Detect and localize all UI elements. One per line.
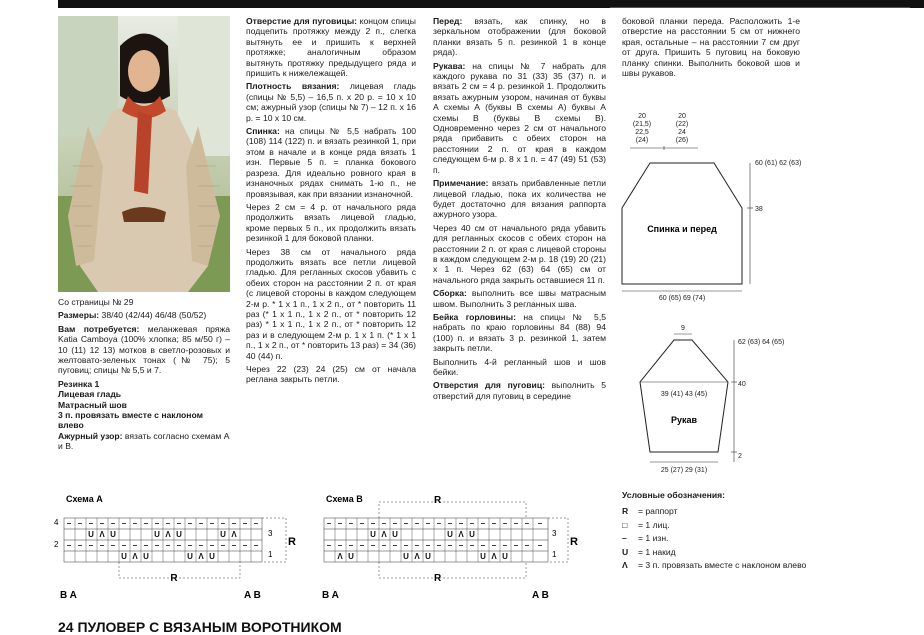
footer-strip: [58, 619, 924, 635]
svg-text:–: –: [337, 541, 343, 550]
body-top-a: 20: [638, 113, 646, 120]
svg-text:–: –: [77, 519, 83, 528]
sleeves-text: на спицы № 7 набрать для каждого рукава по 31 (33) 35 (37) п. и вязать 2 см = 4 р. резинкой 1. Продолжить вязать ажурным узором, начиная от буквы А схемы А (буквы В схемы А) буквы А схемы В (буквы В схемы В). Одновременно через 2 см от начального ряда прибавить с обеих сторон на расстоянии 2 п. от края в каждом следующем 6-м р. 8 х 1 п. = 47 (49) 51 (53) п.: [433, 60, 606, 175]
svg-text:–: –: [337, 519, 343, 528]
svg-text:–: –: [187, 541, 193, 550]
svg-text:–: –: [348, 541, 354, 550]
svg-text:–: –: [447, 519, 453, 528]
svg-text:–: –: [359, 541, 365, 550]
sleeve-bottom: 25 (27) 29 (31): [660, 467, 708, 474]
svg-text:–: –: [66, 519, 72, 528]
legend-item: [622, 533, 812, 543]
svg-text:–: –: [414, 519, 420, 528]
svg-text:–: –: [165, 519, 171, 528]
svg-text:–: –: [253, 519, 259, 528]
svg-text:–: –: [242, 541, 248, 550]
schema-a-edge-right: A B: [244, 590, 261, 601]
svg-text:–: –: [348, 519, 354, 528]
schema-b-edge-left: B A: [322, 590, 339, 601]
svg-text:U: U: [187, 552, 193, 561]
svg-text:U: U: [392, 530, 398, 539]
svg-text:–: –: [66, 541, 72, 550]
svg-text:–: –: [143, 541, 149, 550]
body-height: 60 (61) 62 (63): [755, 160, 802, 167]
svg-text:–: –: [513, 541, 519, 550]
svg-text:U: U: [209, 552, 215, 561]
svg-text:U: U: [121, 552, 127, 561]
legend-text: = 1 лиц.: [638, 519, 670, 530]
legend-text: = 1 накид: [638, 546, 676, 557]
svg-text:–: –: [198, 519, 204, 528]
svg-text:Λ: Λ: [337, 552, 343, 561]
legend-text: = раппорт: [638, 506, 678, 517]
svg-text:–: –: [132, 519, 138, 528]
legend-text: = 1 изн.: [638, 533, 669, 544]
svg-text:–: –: [436, 519, 442, 528]
sleeve-to-raglan: 40: [738, 381, 746, 388]
note-label: Примечание:: [433, 178, 489, 189]
svg-text:–: –: [537, 541, 543, 550]
svg-text:–: –: [242, 519, 248, 528]
schema-b-row-3: 3: [552, 529, 557, 538]
instructions-column-3: [433, 16, 606, 404]
legend-symbol: Λ: [622, 560, 628, 571]
front-label: Перед:: [433, 16, 463, 26]
svg-text:–: –: [392, 541, 398, 550]
svg-text:Λ: Λ: [414, 552, 420, 561]
schema-b-title: Схема В: [326, 494, 363, 504]
schema-a-row-top: 4: [54, 518, 59, 527]
sleeve-cuff: 2: [738, 453, 742, 460]
svg-text:U: U: [154, 530, 160, 539]
seam-text: Выполнить 4-й регланный шов и шов бейки.: [433, 356, 606, 377]
lace-label: Ажурный узор:: [58, 430, 123, 441]
legend: [622, 490, 812, 573]
back-label: Спинка:: [246, 126, 280, 137]
svg-text:–: –: [447, 541, 453, 550]
neckband-label: Бейка горловины:: [433, 311, 516, 322]
body-top-b3: 24: [678, 129, 686, 136]
buttonholes-label: Отверстия для пуговиц:: [433, 380, 545, 391]
body-side: 38: [755, 206, 763, 213]
sizes-label: Размеры:: [58, 310, 100, 321]
svg-text:–: –: [110, 519, 116, 528]
sleeves-label: Рукава:: [433, 60, 466, 71]
svg-text:–: –: [253, 541, 259, 550]
svg-text:–: –: [524, 519, 530, 528]
raglan-text: Через 40 см от начального ряда убавить для регланных скосов с обеих сторон на расстоянии 2 п. от края с лицевой стороны в каждом следующем 2-м р. 18 (19) 20 (21) х 1 п. Через 62 (63) 64 (65) см от начального ряда закрыть оставшиеся 11 п.: [433, 222, 606, 285]
buttonhole-text: концом спицы подцепить протяжку между 2 п., слегка вытянуть ее и пришить к верхней протяжке; аналогичным образом вытянуть протяжку предыдущего ряда и пришить к нижележащей.: [246, 16, 416, 79]
svg-text:Λ: Λ: [132, 552, 138, 561]
body-top-a2: (21,5): [632, 121, 652, 128]
svg-text:Λ: Λ: [231, 530, 237, 539]
svg-text:U: U: [143, 552, 149, 561]
lace-value: вязать согласно схемам А и В.: [58, 430, 230, 452]
sleeve-diagram: [610, 320, 810, 480]
svg-text:–: –: [154, 519, 160, 528]
schema-a-edge-left: B A: [60, 590, 77, 601]
svg-text:–: –: [403, 541, 409, 550]
svg-text:–: –: [414, 541, 420, 550]
svg-text:Λ: Λ: [381, 530, 387, 539]
sleeve-length: 62 (63) 64 (65): [738, 339, 785, 346]
body-top-b2: (22): [675, 121, 689, 128]
legend-text: = 3 п. провязать вместе с наклоном влево: [638, 560, 807, 571]
instructions-column-4: [622, 16, 800, 81]
model-illustration: [58, 16, 230, 292]
schema-b-repeat-bottom: R: [434, 573, 442, 584]
schema-b: [322, 490, 582, 605]
legend-symbol: U: [622, 546, 629, 557]
svg-text:Λ: Λ: [198, 552, 204, 561]
svg-text:–: –: [502, 541, 508, 550]
svg-text:Λ: Λ: [165, 530, 171, 539]
legend-symbol: □: [622, 519, 628, 530]
svg-text:–: –: [326, 541, 332, 550]
pattern-item: Резинка 1: [58, 378, 100, 389]
svg-text:–: –: [88, 519, 94, 528]
model-photo: [58, 16, 230, 292]
svg-text:–: –: [370, 519, 376, 528]
svg-text:U: U: [370, 530, 376, 539]
svg-text:U: U: [348, 552, 354, 561]
svg-text:–: –: [392, 519, 398, 528]
schema-a-row-1: 1: [268, 550, 273, 559]
svg-text:–: –: [77, 541, 83, 550]
svg-text:–: –: [176, 519, 182, 528]
svg-text:–: –: [436, 541, 442, 550]
buttonholes-text: выполнить 5 отверстий для пуговиц в середине: [433, 380, 606, 401]
pattern-list: [58, 379, 230, 431]
front-text: вязать, как спинку, но в зеркальном отображении (для боковой планки вязать 5 п. резинкой 1 в конце ряда).: [433, 16, 606, 58]
svg-text:–: –: [469, 541, 475, 550]
schema-a-row-mid: 2: [54, 540, 59, 549]
svg-text:–: –: [220, 541, 226, 550]
svg-text:U: U: [88, 530, 94, 539]
legend-symbol: R: [622, 506, 629, 517]
materials-label: Вам потребуется:: [58, 323, 140, 334]
assembly-text: выполнить все швы матрасным швом. Выполнить 3 регланных шва.: [433, 288, 606, 309]
legend-symbol: –: [622, 533, 627, 544]
schema-a-row-3: 3: [268, 529, 273, 538]
svg-text:–: –: [99, 541, 105, 550]
svg-text:–: –: [513, 519, 519, 528]
instructions-column-2: [246, 16, 416, 388]
schema-b-edge-right: A B: [532, 590, 549, 601]
gauge-label: Плотность вязания:: [246, 81, 340, 92]
svg-text:–: –: [121, 519, 127, 528]
svg-text:–: –: [99, 519, 105, 528]
legend-item: [622, 560, 812, 570]
svg-text:–: –: [502, 519, 508, 528]
svg-text:–: –: [370, 541, 376, 550]
svg-text:–: –: [524, 541, 530, 550]
svg-text:–: –: [231, 519, 237, 528]
svg-text:–: –: [209, 541, 215, 550]
sleeve-mid: 39 (41) 43 (45): [660, 391, 708, 398]
schema-a-repeat-right: R: [288, 536, 296, 548]
sleeve-top: 9: [681, 325, 685, 332]
body-top-a4: (24): [635, 137, 649, 144]
body-diagram: [610, 108, 810, 308]
svg-text:–: –: [381, 541, 387, 550]
svg-text:–: –: [458, 519, 464, 528]
legend-title: Условные обозначения:: [622, 490, 725, 500]
body-top-a3: 22,5: [635, 129, 649, 136]
schema-a-repeat-bottom: R: [170, 573, 178, 584]
svg-text:–: –: [220, 519, 226, 528]
back-text-3: Через 38 см от начального ряда продолжить вязать все петли лицевой гладью. Для регланных скосов убавить с обеих сторон на расстоянии 2 п. от края (с лицевой стороны в каждом следующем 2-м р. * 1 х 1 п., 1 х 2 п., от * повторить 11 раз (* 1 х 1 п., 1 х 2 п., от * повторить 12 раз) * 1 х 1 п., 1 х 2 п., от * повторить 12 раз и в следующем 2-м р. 1 х 1 п. (* 1 х 1 п., 1 х 2 п., от * повторить 13 раз) = 34 (36) 40 (44) п.: [246, 246, 416, 361]
footer-heading: 24 ПУЛОВЕР С ВЯЗАНЫМ ВОРОТНИКОМ: [58, 619, 342, 635]
svg-text:–: –: [359, 519, 365, 528]
svg-text:–: –: [143, 519, 149, 528]
pattern-item: 3 п. провязать вместе с наклоном влево: [58, 410, 203, 431]
svg-text:U: U: [403, 552, 409, 561]
svg-text:Λ: Λ: [491, 552, 497, 561]
gauge-text: лицевая гладь (спицы № 5,5) – 16,5 п. х 20 р. = 10 х 10 см; ажурный узор (спицы № 7) – 12 п. х 16 р. = 10 х 10 см.: [246, 81, 416, 123]
schema-a: [54, 490, 308, 605]
svg-text:Λ: Λ: [458, 530, 464, 539]
sleeve-label: Рукав: [670, 415, 698, 425]
svg-text:–: –: [491, 541, 497, 550]
svg-text:–: –: [469, 519, 475, 528]
svg-text:–: –: [381, 519, 387, 528]
schema-b-row-1: 1: [552, 550, 557, 559]
svg-text:–: –: [425, 519, 431, 528]
back-text-4: Через 22 (23) 24 (25) см от начала реглана закрыть петли.: [246, 364, 416, 385]
svg-text:–: –: [132, 541, 138, 550]
svg-text:U: U: [110, 530, 116, 539]
body-top-b4: (26): [675, 137, 689, 144]
assembly-label: Сборка:: [433, 288, 467, 299]
schema-b-repeat-right: R: [570, 536, 578, 548]
intro-column: [58, 297, 230, 455]
back-text-2: Через 2 см = 4 р. от начального ряда продолжить вязать лицевой гладью, кроме первых 5 п., их продолжить вязать резинкой 1 для боковой планки.: [246, 201, 416, 244]
legend-item: [622, 506, 812, 516]
svg-text:–: –: [187, 519, 193, 528]
svg-text:U: U: [469, 530, 475, 539]
svg-text:–: –: [231, 541, 237, 550]
sizes-value: 38/40 (42/44) 46/48 (50/52): [99, 310, 207, 321]
pattern-item: Лицевая гладь: [58, 389, 122, 400]
svg-text:–: –: [326, 519, 332, 528]
svg-text:–: –: [403, 519, 409, 528]
svg-text:–: –: [198, 541, 204, 550]
finishing-text: боковой планки переда. Расположить 1-е отверстие на расстоянии 5 см от нижнего края, остальные – на расстоянии 7 см друг от друга. Пришить 5 пуговиц на боковую планку спинки. Выполнить боковой шов и швы рукавов.: [622, 16, 800, 79]
body-top-b: 20: [678, 113, 686, 120]
svg-text:–: –: [425, 541, 431, 550]
schema-b-repeat-top: R: [434, 495, 442, 506]
svg-text:U: U: [220, 530, 226, 539]
source-note: Со страницы № 29: [58, 297, 134, 307]
schema-a-title: Схема А: [66, 494, 103, 504]
svg-text:U: U: [425, 552, 431, 561]
svg-text:–: –: [176, 541, 182, 550]
svg-text:U: U: [502, 552, 508, 561]
svg-text:–: –: [480, 541, 486, 550]
buttonhole-label: Отверстие для пуговицы:: [246, 16, 358, 26]
svg-text:–: –: [209, 519, 215, 528]
svg-text:Λ: Λ: [99, 530, 105, 539]
svg-text:–: –: [165, 541, 171, 550]
svg-text:U: U: [176, 530, 182, 539]
legend-item: [622, 520, 812, 530]
legend-item: [622, 547, 812, 557]
svg-text:–: –: [110, 541, 116, 550]
back-text: на спицы № 5,5 набрать 100 (108) 114 (122) п. и вязать резинкой 1, при этом в начале и в конце ряда вязать 1 изн. Первые 5 п. = планка бокового разреза. Для идеально ровного края в изнаночных рядах снимать 1-ю п., не провязывая, как при вязании изнаночной.: [246, 126, 416, 199]
svg-text:U: U: [480, 552, 486, 561]
svg-text:–: –: [491, 519, 497, 528]
svg-text:–: –: [480, 519, 486, 528]
svg-text:–: –: [154, 541, 160, 550]
body-label: Спинка и перед: [647, 224, 717, 234]
svg-text:U: U: [447, 530, 453, 539]
pattern-item: Матрасный шов: [58, 399, 127, 410]
svg-text:–: –: [88, 541, 94, 550]
materials-value: меланжевая пряжа Katia Camboya (100% хлопка; 85 м/50 г) – 10 (11) 12 13) мотков в светло-розовых и желтовато-зеленых тонах (№ 75); 5 пуговиц; спицы № 5,5 и 7.: [58, 323, 231, 376]
neckband-text: на спицы № 5,5 набрать по краю горловины 84 (88) 94 (100) п. и вязать 3 р. резинкой 1, затем закрыть петли.: [433, 311, 606, 354]
note-text: вязать прибавленные петли лицевой гладью, пока их количества не будет достаточно для вязания раппорта ажурного узора.: [433, 178, 606, 220]
body-width: 60 (65) 69 (74): [658, 295, 706, 302]
svg-text:–: –: [537, 519, 543, 528]
top-rule: [610, 7, 910, 8]
svg-text:–: –: [121, 541, 127, 550]
svg-text:–: –: [458, 541, 464, 550]
